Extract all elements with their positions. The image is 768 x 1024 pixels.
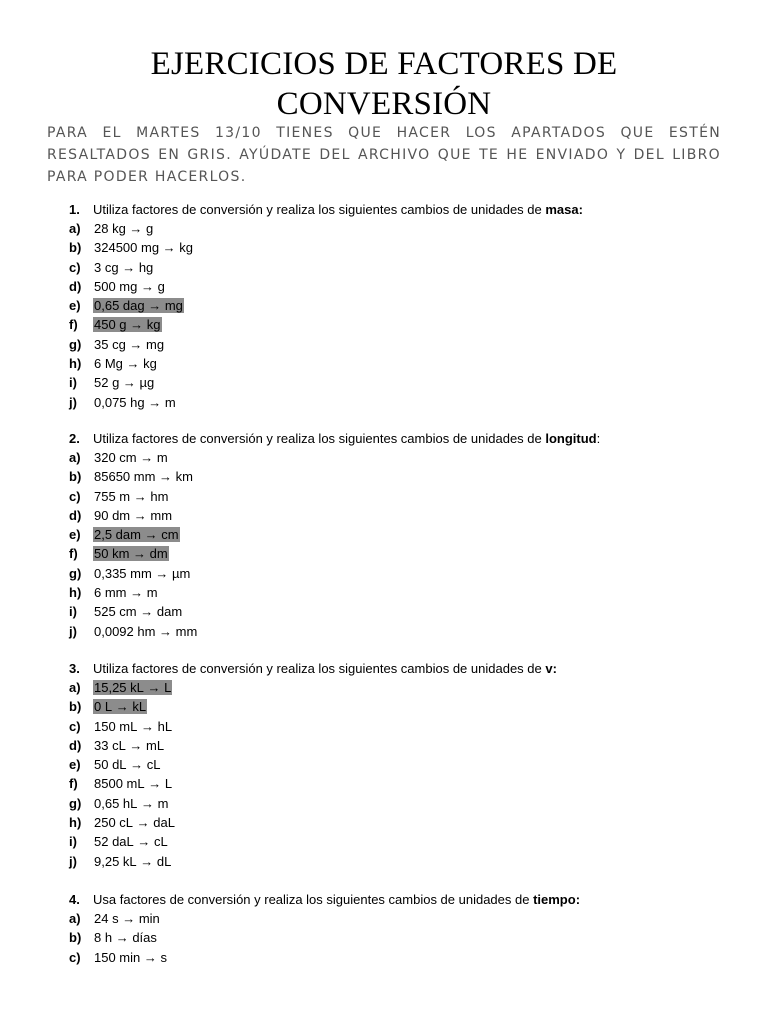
arrow-right-icon: → — [140, 527, 162, 543]
from-unit: 250 cL — [94, 815, 134, 831]
exercise-item — [69, 354, 729, 373]
item-letter: e) — [69, 757, 81, 773]
item-letter: d) — [69, 737, 82, 753]
highlighted-conversion — [93, 298, 184, 313]
arrow-right-icon: → — [136, 450, 157, 465]
exercise-heading-unit: tiempo: — [533, 892, 581, 907]
from-unit: 52 g — [94, 375, 120, 391]
arrow-right-icon: → — [122, 356, 144, 372]
conversion — [93, 624, 198, 639]
conversion — [93, 375, 155, 390]
from-unit: 8 h — [94, 930, 113, 946]
to-unit: mL — [146, 737, 165, 753]
item-letter: h) — [69, 815, 82, 831]
exercise-section-3 — [69, 659, 729, 871]
arrow-right-icon: → — [125, 221, 147, 236]
exercise-item — [69, 277, 729, 296]
from-unit: 320 cm — [94, 450, 137, 465]
arrow-right-icon: → — [119, 375, 140, 391]
exercise-number: 1. — [69, 202, 80, 217]
arrow-right-icon: → — [137, 795, 158, 811]
exercise-item — [69, 373, 729, 392]
to-unit: cm — [161, 527, 179, 543]
from-unit: 90 dm — [94, 507, 131, 523]
from-unit: 15,25 kL — [94, 680, 144, 695]
exercise-item — [69, 583, 729, 602]
conversion — [93, 469, 194, 484]
arrow-right-icon: → — [130, 507, 151, 523]
item-letter: i) — [69, 604, 77, 620]
arrow-right-icon: → — [159, 240, 180, 256]
to-unit: dam — [156, 604, 183, 620]
arrow-right-icon: → — [151, 565, 173, 581]
item-letter: a) — [69, 450, 81, 465]
to-unit: mg — [164, 298, 183, 314]
from-unit: 0 L — [94, 699, 113, 715]
arrow-right-icon: → — [129, 546, 150, 562]
to-unit: dL — [156, 853, 172, 869]
arrow-right-icon: → — [144, 776, 165, 792]
from-unit: 0,0092 hm — [94, 623, 156, 639]
exercise-section-2 — [69, 429, 729, 641]
conversion — [93, 279, 166, 294]
exercise-item — [69, 774, 729, 793]
to-unit: g — [157, 278, 165, 294]
from-unit: 755 m — [94, 488, 131, 504]
exercise-item — [69, 852, 729, 871]
exercise-heading — [69, 890, 729, 909]
arrow-right-icon: → — [112, 699, 133, 715]
arrow-right-icon: → — [137, 278, 158, 294]
arrow-right-icon: → — [133, 834, 154, 850]
conversion — [93, 489, 169, 504]
to-unit: cL — [146, 757, 161, 773]
exercise-item — [69, 948, 729, 967]
exercise-section-4 — [69, 890, 729, 967]
item-letter: g) — [69, 795, 82, 811]
exercise-heading-unit: v: — [545, 661, 557, 676]
exercise-item — [69, 296, 729, 315]
conversion — [93, 585, 159, 600]
exercise-item — [69, 736, 729, 755]
to-unit: L — [164, 680, 172, 695]
item-letter: c) — [69, 718, 81, 734]
item-letter: a) — [69, 221, 81, 236]
to-unit: mg — [146, 336, 165, 352]
conversion — [93, 450, 169, 465]
exercise-section-1 — [69, 200, 729, 412]
exercise-item — [69, 602, 729, 621]
exercise-item — [69, 717, 729, 736]
exercise-heading-unit: longitud — [545, 431, 597, 446]
arrow-right-icon: → — [136, 853, 157, 869]
arrow-right-icon: → — [118, 259, 139, 275]
to-unit: g — [146, 221, 154, 236]
conversion — [93, 738, 165, 753]
from-unit: 24 s — [94, 911, 119, 926]
arrow-right-icon: → — [126, 585, 147, 601]
item-letter: e) — [69, 298, 81, 314]
item-letter: i) — [69, 834, 77, 850]
to-unit: hg — [138, 259, 154, 275]
exercise-heading-unit: masa: — [545, 202, 583, 217]
from-unit: 0,335 mm — [94, 565, 152, 581]
to-unit: kg — [143, 356, 157, 372]
conversion — [93, 508, 173, 523]
from-unit: 150 min — [94, 949, 141, 965]
arrow-right-icon: → — [125, 336, 147, 352]
conversion — [93, 950, 168, 965]
exercise-heading-text: Utiliza factores de conversión y realiza los siguientes cambios de unidades de — [93, 202, 546, 217]
conversion — [93, 566, 191, 581]
from-unit: 50 dL — [94, 757, 127, 773]
to-unit: min — [138, 911, 160, 926]
exercise-item — [69, 697, 729, 716]
from-unit: 0,65 hL — [94, 795, 138, 811]
to-unit: m — [156, 450, 168, 465]
item-letter: j) — [69, 853, 77, 869]
exercise-item — [69, 928, 729, 947]
arrow-right-icon: → — [155, 623, 176, 639]
exercise-item — [69, 544, 729, 563]
exercise-number: 3. — [69, 661, 80, 676]
item-letter: h) — [69, 585, 82, 601]
arrow-right-icon: → — [155, 469, 176, 485]
item-letter: g) — [69, 565, 82, 581]
arrow-right-icon: → — [125, 737, 147, 753]
arrow-right-icon: → — [137, 718, 158, 734]
to-unit: m — [164, 394, 176, 410]
arrow-right-icon: → — [130, 488, 151, 504]
exercise-item — [69, 335, 729, 354]
item-letter: b) — [69, 930, 82, 946]
exercise-item — [69, 525, 729, 544]
highlighted-conversion — [93, 527, 180, 542]
exercise-item — [69, 258, 729, 277]
exercise-item — [69, 219, 729, 238]
to-unit: kL — [132, 699, 147, 715]
conversion — [93, 395, 177, 410]
from-unit: 28 kg — [94, 221, 126, 236]
conversion — [93, 776, 173, 791]
to-unit: L — [164, 776, 173, 792]
arrow-right-icon: → — [144, 298, 165, 314]
from-unit: 3 cg — [94, 259, 119, 275]
to-unit: µg — [139, 375, 155, 391]
arrow-right-icon: → — [136, 604, 157, 620]
conversion — [93, 930, 158, 945]
to-unit: daL — [153, 815, 175, 831]
conversion — [93, 719, 173, 734]
to-unit: mm — [175, 623, 198, 639]
exercise-number: 4. — [69, 892, 80, 907]
arrow-right-icon: → — [126, 317, 147, 333]
item-letter: a) — [69, 911, 81, 926]
exercise-item — [69, 909, 729, 928]
conversion — [93, 815, 176, 830]
exercise-item — [69, 622, 729, 641]
arrow-right-icon: → — [112, 930, 133, 946]
from-unit: 33 cL — [94, 737, 126, 753]
to-unit: µm — [172, 565, 191, 581]
exercise-heading — [69, 200, 729, 219]
item-letter: j) — [69, 394, 77, 410]
conversion — [93, 757, 162, 772]
exercise-item — [69, 448, 729, 467]
arrow-right-icon: → — [143, 680, 165, 695]
exercise-item — [69, 678, 729, 697]
exercise-heading-suffix: : — [596, 431, 601, 446]
from-unit: 450 g — [94, 317, 127, 333]
item-letter: c) — [69, 488, 81, 504]
exercise-item — [69, 393, 729, 412]
from-unit: 35 cg — [94, 336, 126, 352]
item-letter: c) — [69, 949, 81, 965]
highlighted-conversion — [93, 680, 172, 695]
to-unit: kg — [179, 240, 194, 256]
conversion — [93, 260, 154, 275]
conversion — [93, 240, 194, 255]
item-letter: a) — [69, 680, 81, 695]
from-unit: 9,25 kL — [94, 853, 137, 869]
exercise-item — [69, 564, 729, 583]
to-unit: mm — [150, 507, 173, 523]
page-title — [0, 44, 768, 124]
conversion — [93, 854, 172, 869]
to-unit: m — [146, 585, 158, 601]
to-unit: m — [157, 795, 169, 811]
exercise-item — [69, 755, 729, 774]
highlighted-conversion — [93, 699, 147, 714]
arrow-right-icon: → — [144, 394, 165, 410]
item-letter: h) — [69, 356, 82, 372]
from-unit: 6 Mg — [94, 356, 123, 372]
title-line-1: EJERCICIOS DE FACTORES DE — [150, 46, 618, 82]
exercise-item — [69, 467, 729, 486]
arrow-right-icon: → — [126, 757, 147, 773]
from-unit: 500 mg — [94, 278, 138, 294]
exercise-heading-text: Utiliza factores de conversión y realiza los siguientes cambios de unidades de — [93, 431, 546, 446]
exercise-item — [69, 506, 729, 525]
conversion — [93, 221, 154, 236]
item-letter: b) — [69, 469, 82, 485]
exercise-heading-text: Utiliza factores de conversión y realiza los siguientes cambios de unidades de — [93, 661, 546, 676]
arrow-right-icon: → — [133, 815, 154, 831]
conversion — [93, 356, 158, 371]
to-unit: dm — [149, 546, 168, 562]
item-letter: c) — [69, 259, 81, 275]
from-unit: 8500 mL — [94, 776, 145, 792]
item-letter: j) — [69, 623, 77, 639]
from-unit: 50 km — [94, 546, 130, 562]
exercise-item — [69, 238, 729, 257]
item-letter: g) — [69, 336, 82, 352]
to-unit: s — [160, 949, 167, 965]
exercise-heading — [69, 659, 729, 678]
arrow-right-icon: → — [118, 911, 139, 926]
exercise-heading — [69, 429, 729, 448]
item-letter: e) — [69, 527, 81, 543]
to-unit: kg — [146, 317, 161, 333]
item-letter: i) — [69, 375, 77, 391]
from-unit: 0,65 dag — [94, 298, 145, 314]
from-unit: 0,075 hg — [94, 394, 145, 410]
conversion — [93, 796, 169, 811]
exercise-item — [69, 832, 729, 851]
highlighted-conversion — [93, 317, 162, 332]
from-unit: 2,5 dam — [94, 527, 141, 543]
from-unit: 52 daL — [94, 834, 134, 850]
exercise-item — [69, 794, 729, 813]
to-unit: días — [132, 930, 157, 946]
from-unit: 6 mm — [94, 585, 127, 601]
item-letter: b) — [69, 240, 82, 256]
to-unit: hL — [157, 718, 173, 734]
exercise-heading-text: Usa factores de conversión y realiza los siguientes cambios de unidades de — [93, 892, 534, 907]
item-letter: f) — [69, 776, 78, 792]
to-unit: hm — [150, 488, 169, 504]
exercise-item — [69, 315, 729, 334]
item-letter: d) — [69, 507, 82, 523]
exercise-number: 2. — [69, 431, 80, 446]
highlighted-conversion — [93, 546, 169, 561]
instructions-paragraph: PARA EL MARTES 13/10 TIENES QUE HACER LOS APARTADOS QUE ESTÉN RESALTADOS EN GRIS. AYÚDATE DEL ARCHIVO QUE TE HE ENVIADO Y DEL LIBRO PARA PODER HACERLOS. — [47, 125, 721, 185]
to-unit: cL — [154, 834, 168, 850]
conversion — [93, 604, 183, 619]
conversion — [93, 834, 169, 849]
title-line-2: CONVERSIÓN — [276, 86, 492, 122]
exercise-item — [69, 487, 729, 506]
item-letter: d) — [69, 278, 82, 294]
item-letter: f) — [69, 546, 78, 562]
arrow-right-icon: → — [140, 949, 161, 965]
from-unit: 150 mL — [94, 718, 138, 734]
item-letter: f) — [69, 317, 78, 333]
item-letter: b) — [69, 699, 82, 715]
from-unit: 525 cm — [94, 604, 137, 620]
exercise-item — [69, 813, 729, 832]
from-unit: 324500 mg — [94, 240, 160, 256]
to-unit: km — [175, 469, 193, 485]
conversion — [93, 337, 165, 352]
conversion — [93, 911, 161, 926]
from-unit: 85650 mm — [94, 469, 156, 485]
